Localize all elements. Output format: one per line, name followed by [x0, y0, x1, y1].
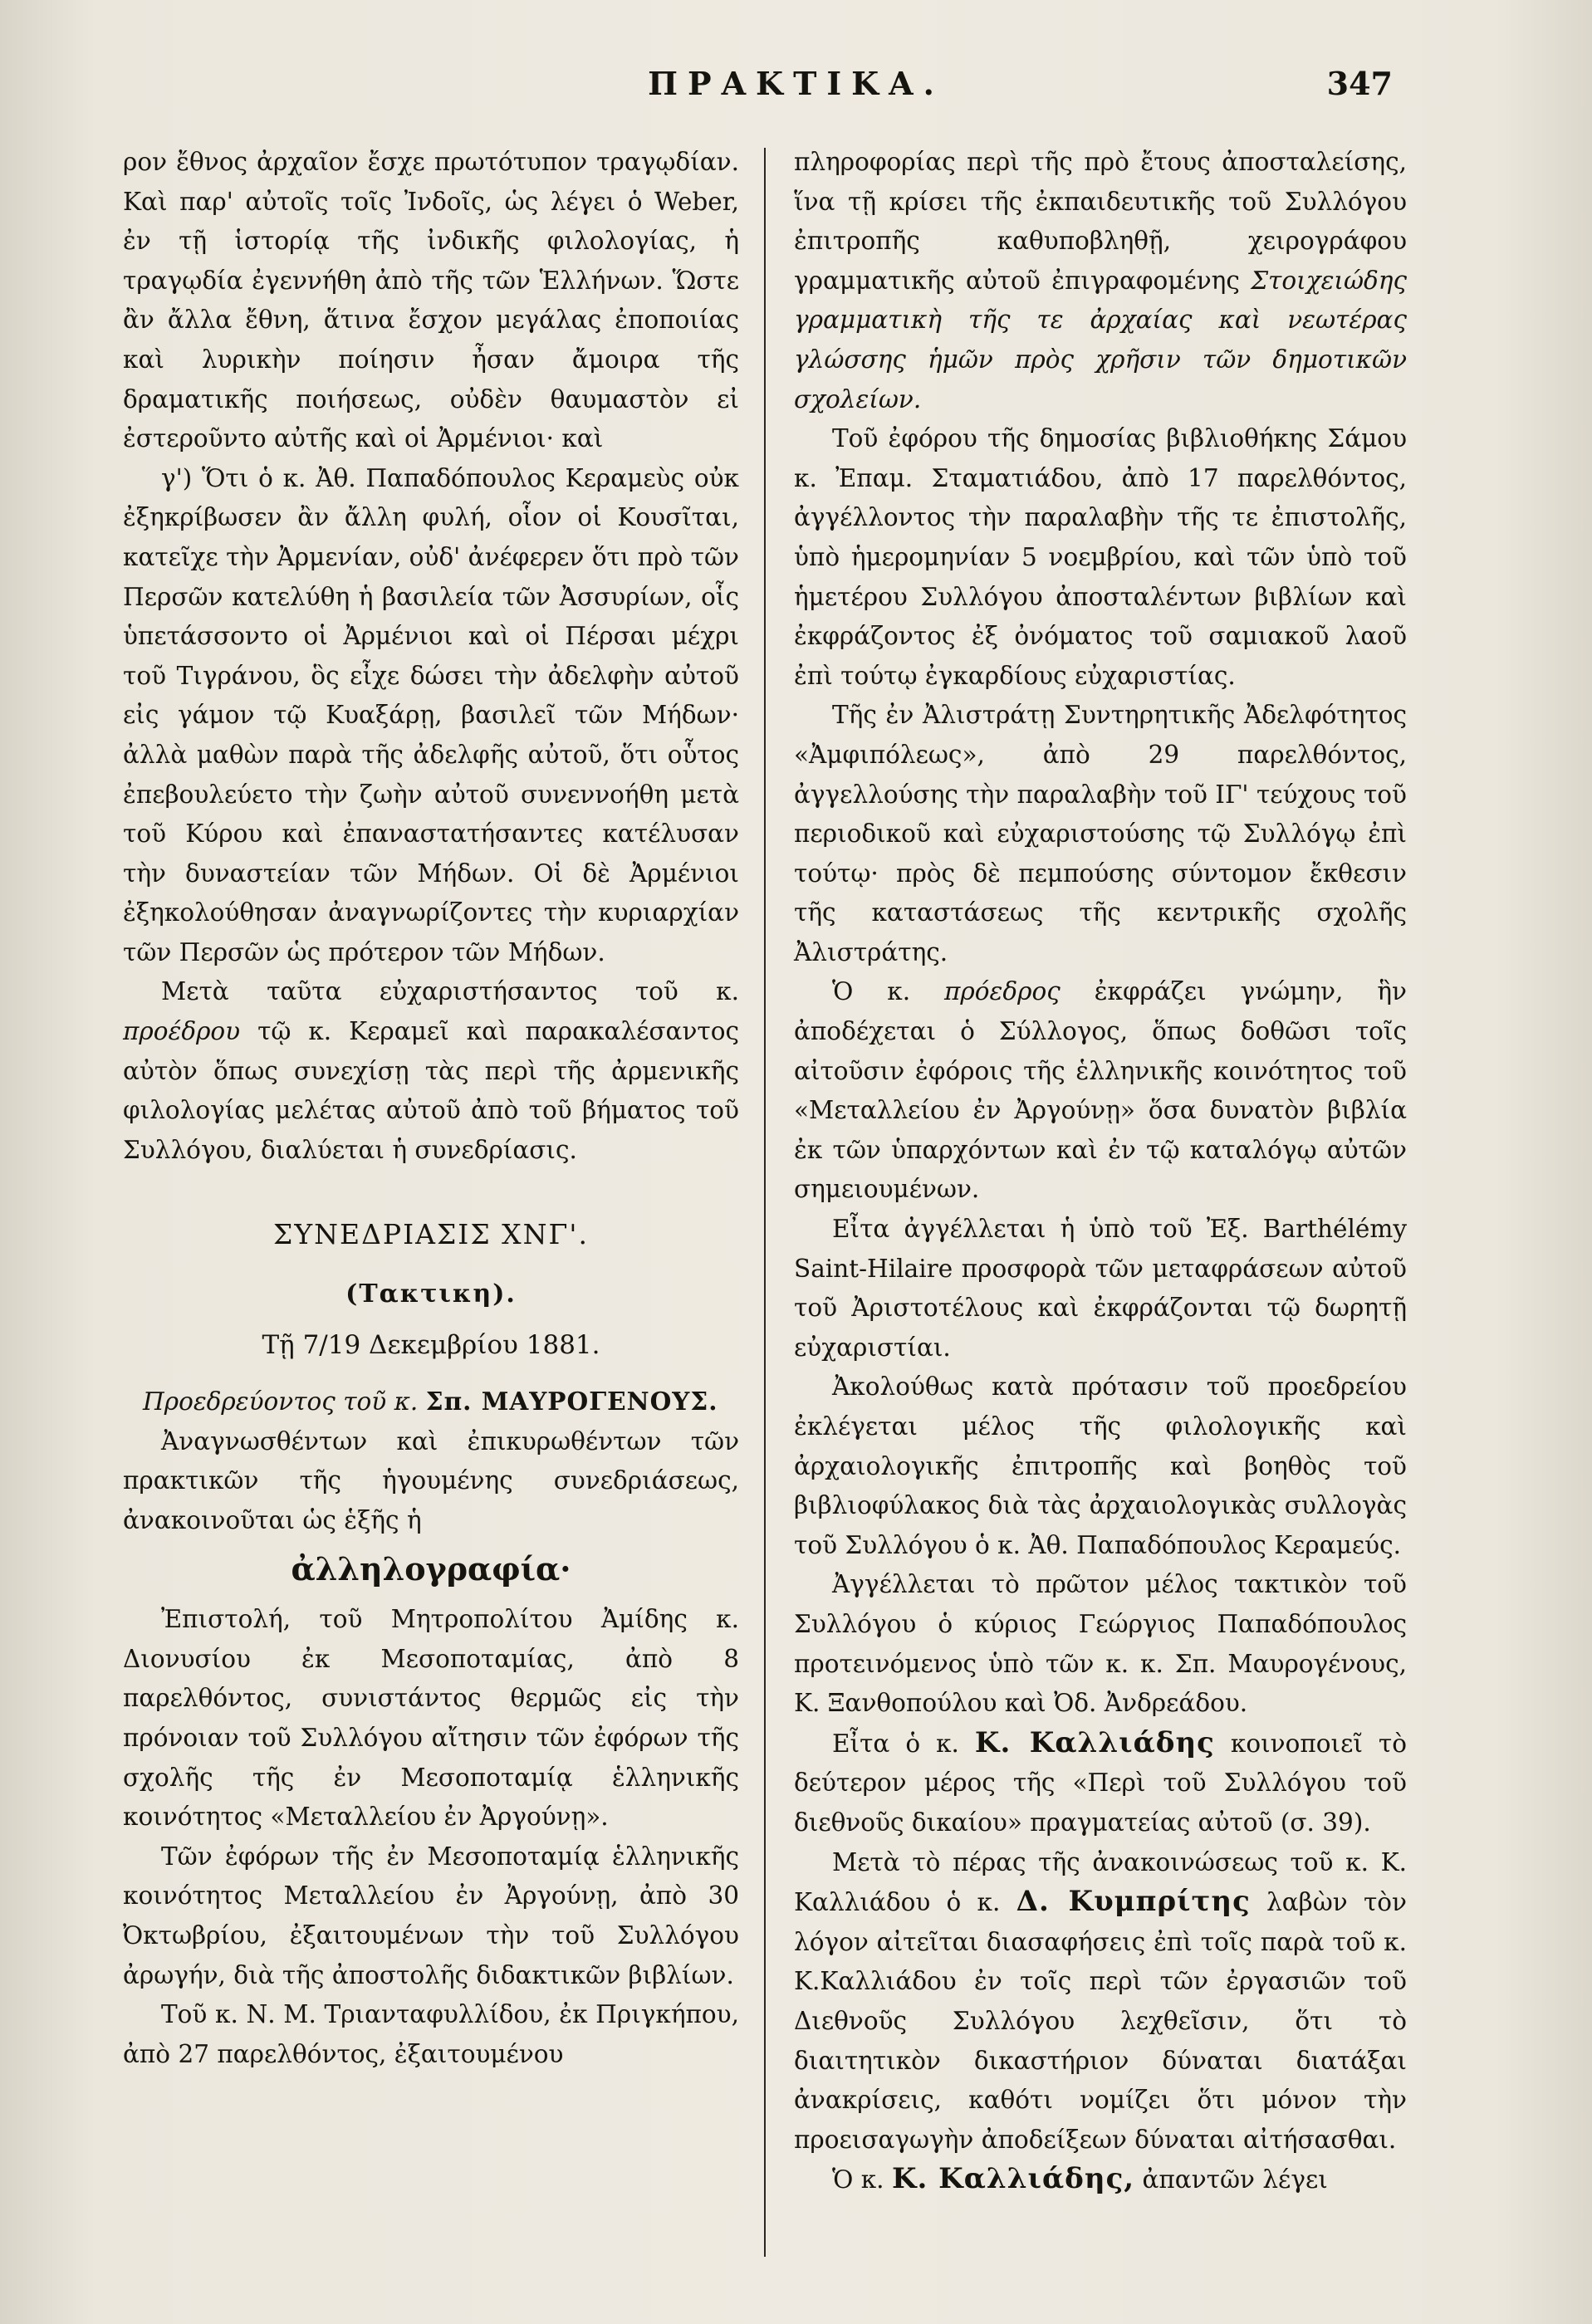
paragraph: Τῆς ἐν Ἀλιστράτῃ Συντηρητικῆς Ἀδελφότητος «Ἀμφιπόλεως», ἀπὸ 29 παρελθόντος, ἀγγελλούσης τὴν παραλαβὴν τοῦ ΙΓ' τεύχους τοῦ περιοδικοῦ καὶ εὐχαριστούσης τῷ Συλλόγῳ ἐπὶ τούτῳ· πρὸς δὲ πεμπούσης σύντομον ἔκθεσιν τῆς καταστάσεως τῆς κεντρικῆς σχολῆς Ἀλιστράτης.	[794, 701, 1407, 966]
paragraph: Τῶν ἐφόρων τῆς ἐν Μεσοποταμίᾳ ἑλληνικῆς κοινότητος Μεταλλείου ἐν Ἀργούνῃ, ἀπὸ 30 Ὀκτωβρίου, ἐξαιτουμένων τὴν τοῦ Συλλόγου ἀρωγήν, διὰ τῆς ἀποστολῆς διδακτικῶν βιβλίων.	[123, 1842, 739, 1989]
running-title: ΠΡΑΚΤΙΚΑ.	[648, 65, 944, 102]
italic-text: πρόεδρος	[944, 977, 1061, 1006]
text-run: κοινοποιεῖ τὸ δεύτερον μέρος τῆς «Περὶ τοῦ Συλλόγου τοῦ διεθνοῦς δικαίου» πραγματείας αὐτοῦ (σ. 39).	[794, 1729, 1407, 1837]
paragraph: γ') Ὅτι ὁ κ. Ἀθ. Παπαδόπουλος Κεραμεὺς οὐκ ἐξηκρίβωσεν ἂν ἄλλη φυλή, οἷον οἱ Κουσῖται, κατεῖχε τὴν Ἀρμενίαν, οὐδ' ἀνέφερεν ὅτι πρὸ τῶν Περσῶν κατελύθη ἡ βασιλεία τῶν Ἀσσυρίων, οἷς ὑπετάσσοντο οἱ Ἀρμένιοι καὶ οἱ Πέρσαι μέχρι τοῦ Τιγράνου, ὃς εἶχε δώσει τὴν ἀδελφὴν αὐτοῦ εἰς γάμον τῷ Κυαξάρῃ, βασιλεῖ τῶν Μήδων· ἀλλὰ μαθὼν παρὰ τῆς ἀδελφῆς αὐτοῦ, ὅτι οὗτος ἐπεβουλεύετο τὴν ζωὴν αὐτοῦ συνεννοήθη μετὰ τοῦ Κύρου καὶ ἐπαναστατήσαντες κατέλυσαν τὴν δυναστείαν τῶν Μήδων. Οἱ δὲ Ἀρμένιοι ἐξηκολούθησαν ἀναγνωρίζοντες τὴν κυριαρχίαν τῶν Περσῶν ὡς πρότερον τῶν Μήδων.	[123, 463, 739, 966]
text-run: πληροφορίας περὶ τῆς πρὸ ἔτους ἀποσταλείσης, ἵνα τῇ κρίσει τῆς ἐκπαιδευτικῆς τοῦ Συλλόγου ἐπιτροπῆς καθυποβληθῇ, χειρογράφου γραμματικῆς αὐτοῦ ἐπιγραφομένης	[794, 148, 1407, 295]
text-run: Εἶτα ὁ κ.	[832, 1729, 959, 1758]
text-run: Ὁ κ.	[832, 2165, 884, 2194]
page-number: 347	[1326, 65, 1393, 102]
session-date: Τῇ 7/19 Δεκεμβρίου 1881.	[262, 1329, 600, 1360]
paragraph: Ἀγγέλλεται τὸ πρῶτον μέλος τακτικὸν τοῦ Συλλόγου ὁ κύριος Γεώργιος Παπαδόπουλος προτεινόμενος ὑπὸ τῶν κ. κ. Σπ. Μαυρογένους, Κ. Ξανθοπούλου καὶ Ὀδ. Ἀνδρεάδου.	[794, 1570, 1407, 1718]
left-column	[123, 143, 739, 2074]
speaker-name: Κ. Καλλιάδης	[974, 1725, 1215, 1759]
paragraph	[794, 2160, 1407, 2200]
italic-text: προέδρου	[123, 1017, 241, 1046]
italic-title: Στοιχειώδης γραμματικὴ τῆς τε ἀρχαίας καὶ νεωτέρας γλώσσης ἡμῶν πρὸς χρῆσιν τῶν δημοτικῶν σχολείων.	[794, 266, 1407, 413]
text-run: Ὁ κ.	[832, 977, 911, 1006]
text-run: ἐκφράζει γνώμην, ἣν ἀποδέχεται ὁ Σύλλογος, ὅπως δοθῶσι τοῖς αἰτοῦσιν ἐφόροις τῆς ἑλληνικῆς κοινότητος τοῦ «Μεταλλείου ἐν Ἀργούνῃ» ὅσα δυνατὸν βιβλία ἐκ τῶν ὑπαρχόντων καὶ ἐν τῷ καταλόγῳ αὐτῶν σημειουμένων.	[794, 977, 1407, 1204]
paragraph: Ἀναγνωσθέντων καὶ ἐπικυρωθέντων τῶν πρακτικῶν τῆς ἡγουμένης συνεδριάσεως, ἀνακοινοῦται ὡς ἑξῆς ἡ	[123, 1426, 739, 1534]
text-run: Μετὰ τὸ πέρας τῆς ἀνακοινώσεως τοῦ κ. Κ. Καλλιάδου ὁ κ.	[794, 1847, 1407, 1917]
presiding-label: Προεδρεύοντος τοῦ κ.	[143, 1387, 419, 1416]
paragraph: Τοῦ κ. Ν. Μ. Τριανταφυλλίδου, ἐκ Πριγκήπου, ἀπὸ 27 παρελθόντος, ἐξαιτουμένου	[123, 2000, 739, 2068]
presiding-line	[123, 1382, 739, 1422]
presiding-name: Σπ. ΜΑΥΡΟΓΕΝΟΥΣ.	[425, 1387, 718, 1416]
session-heading: ΣΥΝΕΔΡΙΑΣΙΣ ΧΝΓ'.	[272, 1218, 589, 1251]
paragraph	[794, 1843, 1407, 2160]
paragraph: Ἐπιστολή, τοῦ Μητροπολίτου Ἀμίδης κ. Διονυσίου ἐκ Μεσοποταμίας, ἀπὸ 8 παρελθόντος, συνιστάντος θερμῶς εἰς τὴν πρόνοιαν τοῦ Συλλόγου αἴτησιν τῶν ἐφόρων τῆς σχολῆς τῆς ἐν Μεσοποταμίᾳ ἑλληνικῆς κοινότητος «Μεταλλείου ἐν Ἀργούνῃ».	[123, 1605, 739, 1832]
paragraph	[794, 1724, 1407, 1843]
paragraph	[123, 972, 739, 1170]
paragraph: Εἶτα ἀγγέλλεται ἡ ὑπὸ τοῦ Ἐξ. Barthélémy Saint-Hilaire προσφορὰ τῶν μεταφράσεων αὐτοῦ τοῦ Ἀριστοτέλους καὶ ἐκφράζονται τῷ δωρητῇ εὐχαριστίαι.	[794, 1215, 1407, 1362]
right-column	[794, 143, 1407, 2200]
session-type: (Τακτικη).	[345, 1279, 517, 1309]
paragraph: Τοῦ ἐφόρου τῆς δημοσίας βιβλιοθήκης Σάμου κ. Ἐπαμ. Σταματιάδου, ἀπὸ 17 παρελθόντος, ἀγγέλλοντος τὴν παραλαβὴν τῆς τε ἐπιστολῆς, ὑπὸ ἡμερομηνίαν 5 νοεμβρίου, καὶ τῶν ὑπὸ τοῦ ἡμετέρου Συλλόγου ἀποσταλέντων βιβλίων καὶ ἐκφράζοντος ἐξ ὀνόματος τοῦ σαμιακοῦ λαοῦ ἐπὶ τούτῳ ἐγκαρδίους εὐχαριστίας.	[794, 424, 1407, 690]
paragraph	[794, 143, 1407, 419]
text-run: λαβὼν τὸν λόγον αἰτεῖται διασαφήσεις ἐπὶ τοῖς παρὰ τοῦ κ. Κ.Καλλιάδου ἐν τοῖς περὶ τῶν ἐργασιῶν τοῦ Διεθνοῦς Συλλόγου λεχθεῖσιν, ὅτι τὸ διαιτητικὸν δικαστήριον δύναται διατάξαι ἀνακρίσεις, καθότι νομίζει ὅτι μόνον τὴν προεισαγωγὴν ἀποδείξεων δύναται αἰτήσασθαι.	[794, 1888, 1407, 2154]
paragraph: Ἀκολούθως κατὰ πρότασιν τοῦ προεδρείου ἐκλέγεται μέλος τῆς φιλολογικῆς καὶ ἀρχαιολογικῆς ἐπιτροπῆς καὶ βοηθὸς τοῦ βιβλιοφύλακος διὰ τὰς ἀρχαιολογικὰς συλλογὰς τοῦ Συλλόγου ὁ κ. Ἀθ. Παπαδόπουλος Κεραμεύς.	[794, 1372, 1407, 1559]
speaker-name: Δ. Κυμπρίτης	[1016, 1885, 1251, 1919]
speaker-name: Κ. Καλλιάδης,	[891, 2162, 1135, 2196]
text-run: τῷ κ. Κεραμεῖ καὶ παρακαλέσαντος αὐτὸν ὅπως συνεχίσῃ τὰς περὶ τῆς ἀρμενικῆς φιλολογίας μελέτας αὐτοῦ ἀπὸ τοῦ βήματος τοῦ Συλλόγου, διαλύεται ἡ συνεδρίασις.	[123, 1017, 739, 1164]
column-divider	[764, 148, 766, 2257]
correspondence-heading: ἀλληλογραφία·	[291, 1549, 571, 1588]
paragraph: ρον ἔθνος ἀρχαῖον ἔσχε πρωτότυπον τραγῳδίαν. Καὶ παρ' αὐτοῖς τοῖς Ἰνδοῖς, ὡς λέγει ὁ Weber, ἐν τῇ ἱστορίᾳ τῆς ἰνδικῆς φιλολογίας, ἡ τραγῳδία ἐγεννήθη ἀπὸ τῆς τῶν Ἑλλήνων. Ὥστε ἂν ἄλλα ἔθνη, ἅτινα ἔσχον μεγάλας ἐποποιίας καὶ λυρικὴν ποίησιν ἦσαν ἄμοιρα τῆς δραματικῆς ποιήσεως, οὐδὲν θαυμαστὸν εἰ ἐστεροῦντο αὐτῆς καὶ οἱ Ἀρμένιοι· καὶ	[123, 148, 739, 453]
paragraph	[794, 972, 1407, 1210]
text-run: ἀπαντῶν λέγει	[1142, 2165, 1328, 2194]
text-run: Μετὰ ταῦτα εὐχαριστήσαντος τοῦ κ.	[161, 977, 739, 1006]
